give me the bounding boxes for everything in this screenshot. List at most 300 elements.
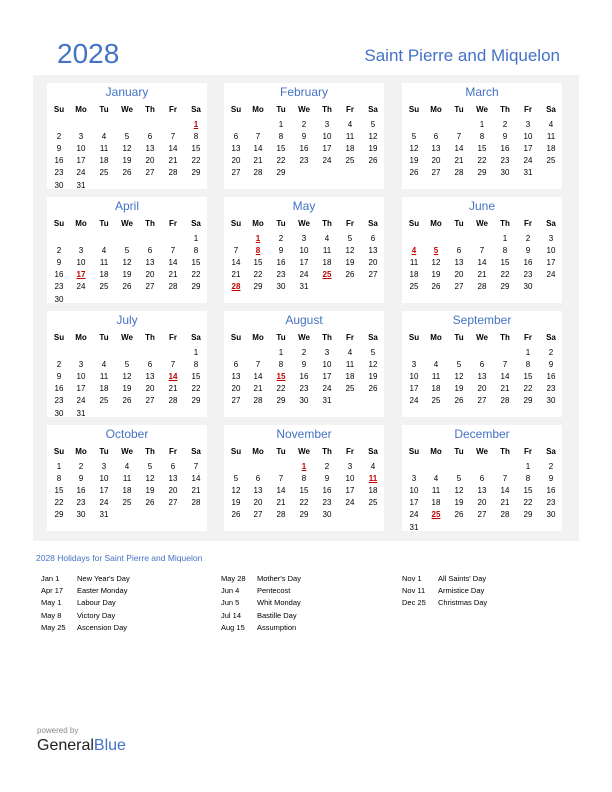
day: 17	[76, 384, 86, 394]
day: 28	[276, 510, 286, 520]
day: 11	[99, 258, 109, 268]
day: 16	[546, 486, 556, 496]
day: 29	[191, 168, 201, 178]
weekday-header: We	[298, 333, 310, 342]
day: 28	[454, 168, 464, 178]
weekday-header: Tu	[276, 447, 286, 456]
weekday-header: Th	[500, 447, 510, 456]
day: 25	[345, 156, 355, 166]
day: 11	[99, 144, 109, 154]
day: 14	[253, 372, 263, 382]
day: 12	[431, 258, 441, 268]
day: 12	[122, 144, 132, 154]
day: 12	[409, 144, 419, 154]
day: 7	[233, 246, 239, 256]
day: 22	[276, 384, 286, 394]
day: 10	[409, 486, 419, 496]
day: 31	[523, 168, 533, 178]
year-title: 2028	[57, 38, 120, 69]
day: 20	[253, 498, 263, 508]
holiday-name: Victory Day	[77, 610, 116, 620]
holiday-row	[41, 574, 211, 586]
day: 22	[500, 270, 510, 280]
day: 2	[525, 234, 531, 243]
day: 10	[76, 258, 86, 268]
day: 22	[191, 270, 201, 280]
day: 24	[76, 282, 86, 292]
day: 10	[299, 246, 309, 256]
day: 20	[145, 156, 155, 166]
day: 23	[299, 156, 309, 166]
weekday-header: Mo	[75, 333, 87, 342]
day: 2	[56, 246, 62, 256]
day: 7	[255, 132, 261, 142]
day: 29	[523, 396, 533, 406]
weekday-header: Tu	[454, 219, 464, 228]
day: 12	[368, 360, 378, 370]
day: 28	[168, 168, 178, 178]
day: 5	[124, 360, 130, 370]
day: 23	[546, 384, 556, 394]
day: 5	[456, 360, 462, 370]
day: 6	[456, 246, 462, 256]
day: 13	[477, 372, 487, 382]
day: 19	[345, 258, 355, 268]
holiday-name: All Saints' Day	[438, 574, 487, 583]
day: 14	[276, 486, 286, 496]
weekday-header: Su	[230, 105, 242, 114]
day: 28	[191, 498, 201, 508]
day: 3	[78, 246, 84, 256]
day: 28	[477, 282, 487, 292]
day: 14	[191, 474, 201, 484]
day: 7	[193, 462, 199, 471]
day: 22	[523, 384, 533, 394]
day: 30	[54, 408, 64, 418]
day: 3	[411, 360, 417, 370]
day: 3	[525, 120, 531, 129]
day: 19	[122, 270, 132, 280]
day: 12	[454, 486, 464, 496]
day: 11	[345, 132, 355, 142]
day: 27	[145, 168, 155, 178]
weekday-header: Mo	[75, 219, 87, 228]
day: 26	[122, 168, 132, 178]
day: 10	[76, 144, 86, 154]
day: 13	[368, 246, 378, 256]
day: 26	[409, 168, 419, 178]
weekday-header: Fr	[169, 219, 177, 228]
day: 3	[101, 462, 107, 471]
holiday-date: Nov 1	[402, 574, 422, 583]
weekday-header: Mo	[252, 447, 264, 456]
day: 14	[253, 144, 263, 154]
day: 3	[301, 234, 307, 243]
weekday-header: Fr	[169, 333, 177, 342]
day: 28	[500, 396, 510, 406]
day: 27	[253, 510, 263, 520]
day: 20	[231, 156, 241, 166]
day: 8	[278, 132, 284, 142]
day: 26	[145, 498, 155, 508]
day: 21	[500, 384, 510, 394]
day: 9	[324, 474, 330, 484]
day: 31	[76, 408, 86, 418]
day: 2	[56, 360, 62, 370]
weekday-header: Fr	[524, 447, 532, 456]
weekday-header: We	[121, 105, 133, 114]
day: 17	[76, 156, 86, 166]
day: 21	[168, 270, 178, 280]
month-name: June	[468, 199, 496, 213]
day: 26	[368, 384, 378, 394]
weekday-header: Th	[145, 447, 155, 456]
weekday-header: Mo	[430, 447, 442, 456]
day: 18	[431, 384, 441, 394]
day: 1	[278, 348, 284, 357]
holiday-row	[41, 611, 211, 623]
day: 13	[253, 486, 263, 496]
day: 23	[54, 396, 64, 406]
weekday-header: Fr	[346, 219, 354, 228]
day: 20	[145, 270, 155, 280]
day: 10	[322, 360, 332, 370]
day: 22	[253, 270, 263, 280]
day: 2	[56, 132, 62, 142]
day: 11	[546, 132, 556, 142]
day: 17	[299, 258, 309, 268]
day: 10	[409, 372, 419, 382]
day: 14	[477, 258, 487, 268]
day: 12	[122, 258, 132, 268]
weekday-header: We	[476, 333, 488, 342]
day: 15	[500, 258, 510, 268]
day: 29	[299, 510, 309, 520]
day: 14	[168, 258, 178, 268]
weekday-header: We	[121, 333, 133, 342]
holiday-date: Jan 1	[41, 574, 60, 583]
weekday-header: Tu	[454, 333, 464, 342]
weekday-header: Tu	[454, 447, 464, 456]
weekday-header: Sa	[546, 333, 556, 342]
holiday-row	[402, 586, 572, 598]
day: 8	[193, 360, 199, 370]
brand-blue: Blue	[93, 737, 126, 754]
weekday-header: Tu	[276, 105, 286, 114]
day: 4	[347, 120, 353, 129]
day: 1	[525, 348, 531, 357]
month-name: May	[292, 199, 316, 213]
day: 11	[99, 372, 109, 382]
day: 8	[278, 360, 284, 370]
month-name: February	[279, 85, 329, 99]
day: 26	[345, 270, 355, 280]
weekday-header: Tu	[454, 105, 464, 114]
holiday-day: 17	[76, 270, 86, 280]
day: 9	[301, 360, 307, 370]
day: 14	[231, 258, 241, 268]
month-name: September	[452, 313, 512, 327]
holiday-date: May 1	[41, 598, 62, 608]
month-name: April	[114, 199, 139, 213]
day: 23	[299, 384, 309, 394]
day: 18	[99, 384, 109, 394]
day: 21	[253, 156, 263, 166]
day: 13	[231, 372, 241, 382]
month-august	[224, 311, 384, 417]
day: 8	[479, 132, 485, 142]
day: 22	[191, 384, 201, 394]
weekday-header: We	[121, 219, 133, 228]
month-name: November	[276, 427, 332, 441]
day: 16	[54, 270, 64, 280]
day: 22	[477, 156, 487, 166]
weekday-header: Su	[53, 447, 65, 456]
day: 7	[502, 474, 508, 484]
weekday-header: We	[298, 219, 310, 228]
day: 23	[54, 282, 64, 292]
holiday-name: Bastille Day	[257, 610, 297, 620]
day: 20	[454, 270, 464, 280]
day: 29	[191, 282, 201, 292]
day: 31	[299, 282, 309, 292]
day: 5	[370, 120, 376, 129]
weekday-header: Su	[53, 333, 65, 342]
day: 26	[122, 282, 132, 292]
day: 9	[56, 144, 62, 154]
holiday-row	[221, 598, 391, 610]
day: 29	[500, 282, 510, 292]
day: 19	[431, 270, 441, 280]
day: 23	[546, 498, 556, 508]
day: 11	[122, 474, 132, 484]
day: 29	[253, 282, 263, 292]
day: 15	[191, 372, 201, 382]
day: 2	[502, 120, 508, 129]
month-december	[402, 425, 562, 531]
weekday-header: We	[476, 219, 488, 228]
weekday-header: Fr	[346, 447, 354, 456]
day: 11	[431, 372, 441, 382]
day: 18	[431, 498, 441, 508]
brand-general: General	[37, 737, 94, 754]
day: 5	[347, 234, 353, 243]
day: 29	[191, 396, 201, 406]
day: 4	[433, 360, 439, 370]
day: 13	[231, 144, 241, 154]
day: 23	[54, 168, 64, 178]
day: 20	[368, 258, 378, 268]
day: 9	[525, 246, 531, 256]
day: 17	[322, 144, 332, 154]
day: 6	[147, 246, 153, 256]
day: 2	[548, 462, 554, 471]
day: 5	[411, 132, 417, 142]
month-name: August	[285, 313, 323, 327]
day: 13	[477, 486, 487, 496]
weekday-header: Fr	[524, 219, 532, 228]
holiday-day: 11	[368, 474, 378, 484]
weekday-header: Su	[408, 219, 420, 228]
holiday-name: Assumption	[257, 622, 297, 632]
day: 29	[276, 396, 286, 406]
weekday-header: Su	[230, 333, 242, 342]
weekday-header: Fr	[169, 105, 177, 114]
month-july	[47, 311, 207, 417]
month-name: July	[116, 313, 138, 327]
weekday-header: Sa	[368, 447, 378, 456]
day: 31	[322, 396, 332, 406]
day: 21	[191, 486, 201, 496]
day: 4	[101, 246, 107, 256]
day: 10	[546, 246, 556, 256]
day: 8	[525, 360, 531, 370]
day: 7	[170, 132, 176, 142]
holiday-row	[402, 574, 572, 586]
holiday-date: May 25	[41, 622, 66, 632]
day: 8	[502, 246, 508, 256]
holiday-name: Christmas Day	[438, 598, 488, 608]
day: 18	[122, 486, 132, 496]
day: 27	[477, 510, 487, 520]
day: 26	[122, 396, 132, 406]
day: 4	[324, 234, 330, 243]
day: 14	[500, 372, 510, 382]
day: 21	[500, 498, 510, 508]
day: 22	[54, 498, 64, 508]
day: 31	[76, 180, 86, 190]
weekday-header: Tu	[99, 105, 109, 114]
weekday-header: Fr	[524, 105, 532, 114]
holiday-name: Whit Monday	[257, 598, 301, 608]
holiday-day: 15	[276, 372, 286, 382]
day: 5	[456, 474, 462, 484]
day: 1	[479, 120, 485, 129]
weekday-header: Su	[408, 105, 420, 114]
day: 19	[454, 384, 464, 394]
holiday-row	[41, 586, 211, 598]
day: 12	[145, 474, 155, 484]
month-april	[47, 197, 207, 303]
day: 29	[477, 168, 487, 178]
holiday-name: Ascension Day	[77, 622, 128, 632]
day: 27	[231, 396, 241, 406]
day: 30	[54, 294, 64, 304]
weekday-header: Mo	[75, 105, 87, 114]
day: 16	[299, 144, 309, 154]
day: 8	[193, 246, 199, 256]
day: 9	[56, 372, 62, 382]
month-may	[224, 197, 384, 303]
holiday-row	[221, 611, 391, 623]
weekday-header: Th	[500, 333, 510, 342]
month-name: January	[105, 85, 149, 99]
day: 25	[99, 168, 109, 178]
day: 11	[345, 360, 355, 370]
day: 17	[546, 258, 556, 268]
weekday-header: Th	[145, 105, 155, 114]
weekday-header: Tu	[276, 333, 286, 342]
day: 16	[299, 372, 309, 382]
day: 10	[345, 474, 355, 484]
day: 21	[168, 156, 178, 166]
day: 18	[345, 144, 355, 154]
day: 16	[546, 372, 556, 382]
day: 24	[99, 498, 109, 508]
day: 30	[322, 510, 332, 520]
day: 9	[548, 474, 554, 484]
day: 5	[124, 132, 130, 142]
day: 1	[278, 120, 284, 129]
holiday-row	[221, 586, 391, 598]
day: 30	[76, 510, 86, 520]
day: 20	[145, 384, 155, 394]
weekday-header: Sa	[546, 105, 556, 114]
day: 26	[368, 156, 378, 166]
day: 9	[278, 246, 284, 256]
holiday-column	[41, 574, 211, 635]
day: 30	[299, 396, 309, 406]
day: 27	[477, 396, 487, 406]
day: 21	[231, 270, 241, 280]
holiday-row	[402, 598, 572, 610]
day: 8	[301, 474, 307, 484]
weekday-header: Mo	[430, 219, 442, 228]
weekday-header: Su	[53, 219, 65, 228]
day: 8	[56, 474, 62, 484]
day: 23	[76, 498, 86, 508]
weekday-header: Th	[500, 105, 510, 114]
day: 4	[124, 462, 130, 471]
day: 5	[370, 348, 376, 357]
day: 6	[479, 474, 485, 484]
day: 22	[191, 156, 201, 166]
day: 4	[347, 348, 353, 357]
holiday-name: Pentecost	[257, 586, 291, 596]
day: 27	[454, 282, 464, 292]
day: 15	[276, 144, 286, 154]
day: 12	[368, 132, 378, 142]
day: 27	[145, 396, 155, 406]
day: 15	[523, 486, 533, 496]
day: 13	[454, 258, 464, 268]
holiday-date: Apr 17	[41, 586, 64, 596]
day: 30	[54, 180, 64, 190]
day: 16	[54, 156, 64, 166]
weekday-header: Fr	[346, 333, 354, 342]
day: 7	[278, 474, 284, 484]
holiday-row	[221, 623, 391, 635]
day: 1	[525, 462, 531, 471]
month-june	[402, 197, 562, 303]
day: 13	[145, 372, 155, 382]
day: 16	[500, 144, 510, 154]
day: 28	[500, 510, 510, 520]
day: 6	[233, 360, 239, 370]
day: 11	[431, 486, 441, 496]
day: 26	[454, 396, 464, 406]
weekday-header: Sa	[191, 105, 201, 114]
day: 18	[99, 270, 109, 280]
day: 3	[78, 360, 84, 370]
day: 15	[191, 258, 201, 268]
day: 21	[477, 270, 487, 280]
day: 15	[523, 372, 533, 382]
day: 20	[477, 498, 487, 508]
day: 31	[409, 522, 419, 532]
day: 15	[299, 486, 309, 496]
day: 7	[170, 246, 176, 256]
